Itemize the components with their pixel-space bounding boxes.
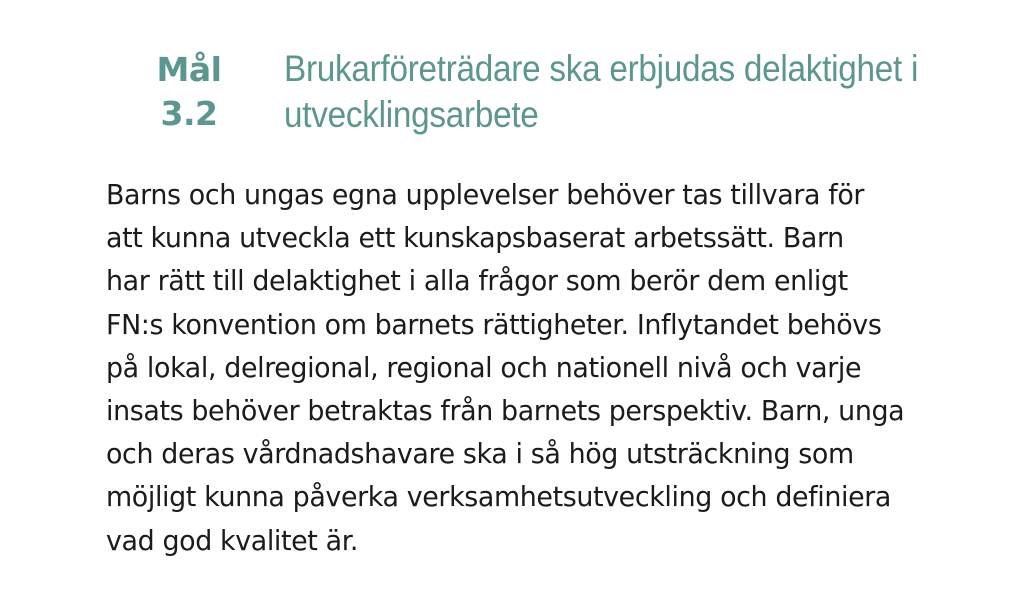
body-line: möjligt kunna påverka verksamhetsutveckling och definiera bbox=[106, 480, 891, 514]
goal-heading-line: utvecklingsarbete bbox=[284, 94, 539, 135]
body-line: har rätt till delaktighet i alla frågor som berör dem enligt bbox=[106, 264, 848, 298]
body-line: och deras vårdnadshavare ska i så hög utsträckning som bbox=[106, 437, 854, 471]
body-line: att kunna utveckla ett kunskapsbaserat arbetssätt. Barn bbox=[106, 221, 844, 255]
body-line: insats behöver betraktas från barnets perspektiv. Barn, unga bbox=[106, 394, 905, 428]
goal-heading-line: Brukarföreträdare ska erbjudas delaktighet i bbox=[284, 48, 919, 89]
goal-label-number: 3.2 bbox=[160, 94, 218, 133]
body-line: Barns och ungas egna upplevelser behöver tas tillvara för bbox=[106, 178, 865, 211]
body-line: på lokal, delregional, regional och nationell nivå och varje bbox=[106, 350, 862, 384]
body-paragraph bbox=[106, 173, 970, 562]
goal-heading bbox=[284, 46, 932, 138]
body-line: vad god kvalitet är. bbox=[106, 523, 359, 557]
body-line: FN:s konvention om barnets rättigheter. Inflytandet behövs bbox=[106, 307, 882, 341]
goal-label-word: Mål bbox=[156, 50, 222, 89]
goal-number bbox=[148, 48, 230, 136]
